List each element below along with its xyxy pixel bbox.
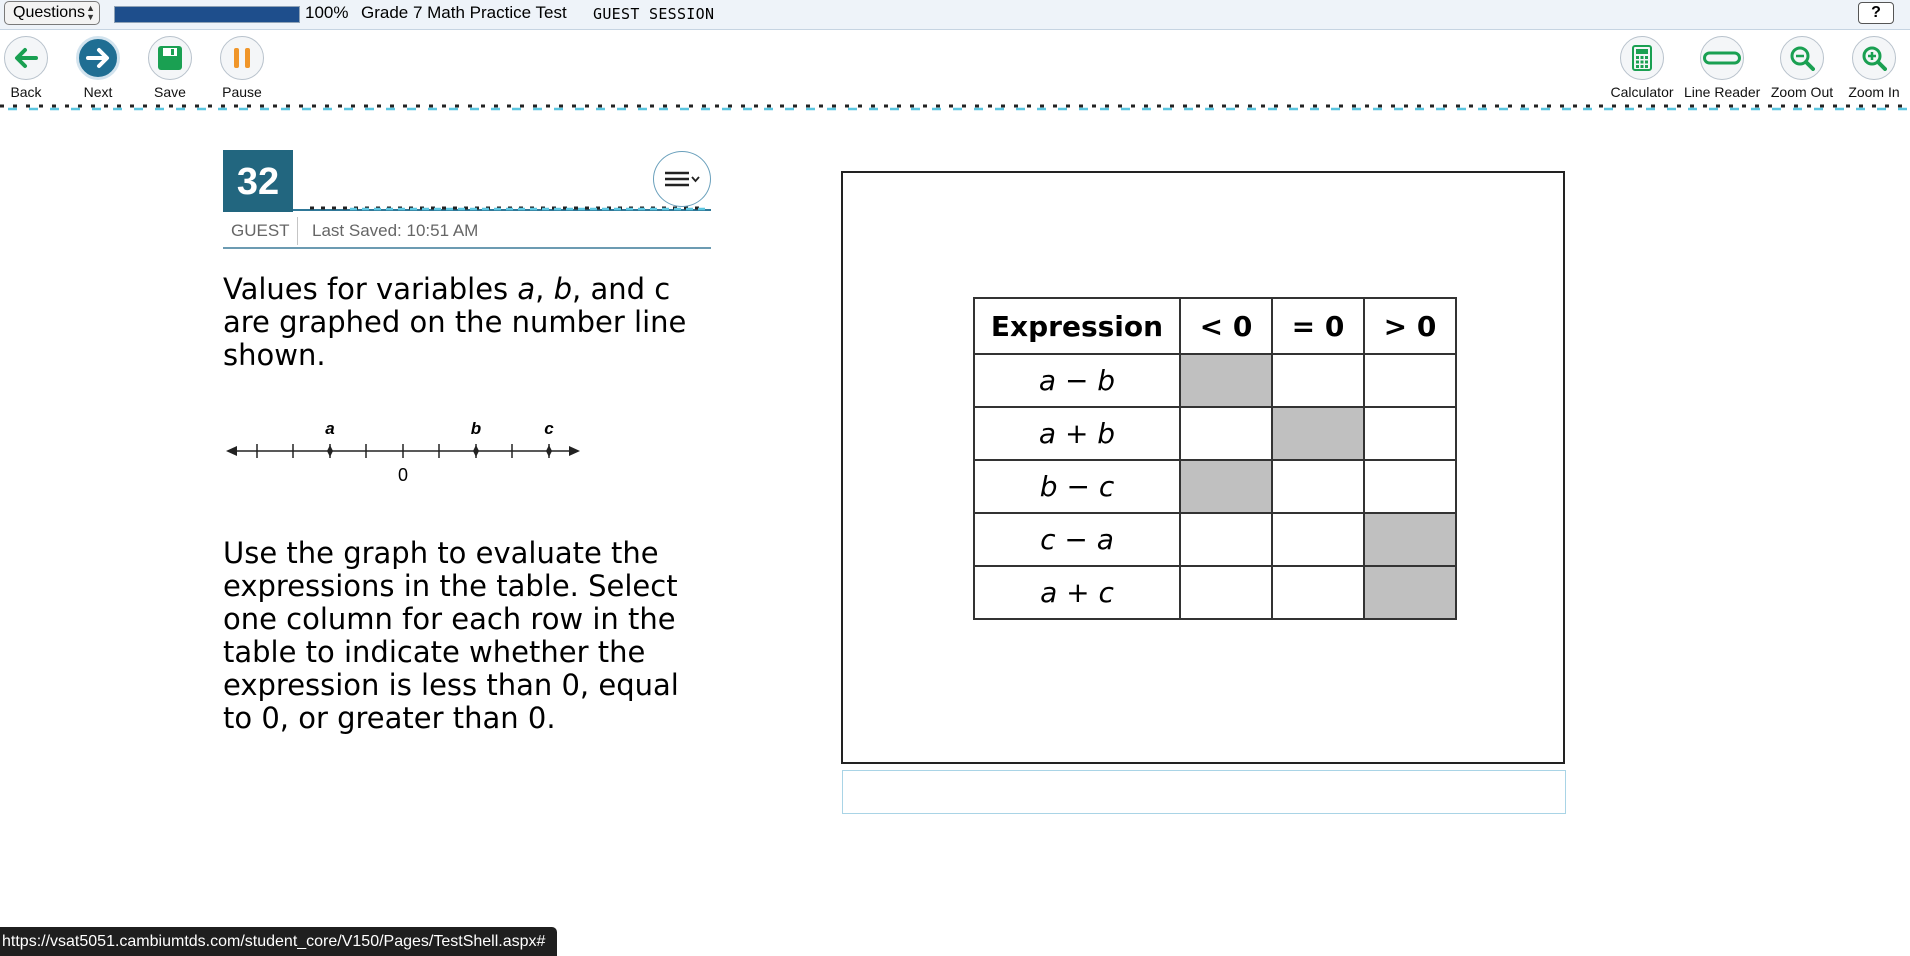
- line-reader-label: Line Reader: [1684, 84, 1761, 100]
- pause-label: Pause: [222, 84, 262, 100]
- last-saved-label: Last Saved: 10:51 AM: [312, 221, 479, 240]
- question-info-row: [223, 215, 711, 249]
- expression-cell: c − a: [974, 513, 1180, 566]
- line-reader-icon: [1703, 51, 1741, 65]
- zoom-in-label: Zoom In: [1848, 84, 1900, 100]
- point-c: [546, 445, 552, 457]
- calculator-icon-circle: [1620, 36, 1664, 80]
- save-button[interactable]: [132, 36, 208, 100]
- column-header-less-than-zero: < 0: [1180, 298, 1272, 354]
- back-button[interactable]: [0, 36, 64, 100]
- zoom-out-icon-circle: [1780, 36, 1824, 80]
- question-stem: [223, 273, 703, 372]
- label-b: b: [470, 419, 482, 438]
- question-menu-button[interactable]: [653, 151, 711, 207]
- help-button[interactable]: ?: [1858, 2, 1894, 24]
- arrow-right-icon: [84, 46, 112, 70]
- calculator-button[interactable]: [1604, 36, 1680, 100]
- column-header-greater-than-zero: > 0: [1364, 298, 1456, 354]
- progress-bar-fill: [115, 7, 299, 22]
- next-button[interactable]: [60, 36, 136, 100]
- zoom-in-icon-circle: [1852, 36, 1896, 80]
- progress-bar: [114, 6, 300, 23]
- question-header-divider: [310, 205, 706, 213]
- question-instructions: Use the graph to evaluate the expressions in the table. Select one column for each row in the table to indicate whether the expression is less than 0, equal to 0, or greater than 0.: [223, 536, 679, 735]
- label-c: c: [544, 419, 554, 438]
- stem-text: ,: [535, 272, 554, 306]
- status-bar-url: https://vsat5051.cambiumtds.com/student_core/V150/Pages/TestShell.aspx#: [0, 927, 557, 956]
- number-line: [223, 414, 583, 494]
- answer-panel: [841, 171, 1565, 764]
- expression-cell: b − c: [974, 460, 1180, 513]
- column-header-expression: Expression: [974, 298, 1180, 354]
- table-row: [974, 407, 1456, 460]
- questions-select-label: Questions: [13, 4, 86, 21]
- choice-cell-greater[interactable]: [1364, 460, 1456, 513]
- calculator-label: Calculator: [1610, 84, 1674, 100]
- progress-percent: 100%: [305, 3, 349, 22]
- choice-cell-greater[interactable]: [1364, 407, 1456, 460]
- table-header-row: [974, 298, 1456, 354]
- hamburger-menu-icon: [663, 169, 701, 189]
- choice-cell-less[interactable]: [1180, 566, 1272, 619]
- choice-cell-equal[interactable]: [1272, 407, 1364, 460]
- arrow-left-icon: [12, 46, 40, 70]
- pause-icon-circle: [220, 36, 264, 80]
- toolbar-divider: [0, 103, 1910, 112]
- expression-cell: a + c: [974, 566, 1180, 619]
- zoom-out-button[interactable]: [1764, 36, 1840, 100]
- table-row: [974, 566, 1456, 619]
- zoom-out-icon: [1789, 45, 1815, 71]
- choice-cell-equal[interactable]: [1272, 566, 1364, 619]
- choice-cell-equal[interactable]: [1272, 460, 1364, 513]
- expression-cell: a − b: [974, 354, 1180, 407]
- session-label: GUEST SESSION: [593, 5, 715, 23]
- response-area[interactable]: [842, 770, 1566, 814]
- zoom-in-icon: [1861, 45, 1887, 71]
- choice-cell-greater[interactable]: [1364, 566, 1456, 619]
- stem-text: , and c are graphed on the number line shown.: [223, 272, 687, 372]
- answer-table: [973, 297, 1457, 620]
- choice-cell-greater[interactable]: [1364, 513, 1456, 566]
- choice-cell-less[interactable]: [1180, 513, 1272, 566]
- variable-a: a: [517, 272, 536, 306]
- label-zero: 0: [397, 465, 409, 485]
- line-reader-icon-circle: [1700, 36, 1744, 80]
- save-label: Save: [154, 84, 186, 100]
- column-header-equal-zero: = 0: [1272, 298, 1364, 354]
- pause-button[interactable]: [204, 36, 280, 100]
- calculator-icon: [1631, 45, 1653, 71]
- table-row: [974, 354, 1456, 407]
- pause-icon: [231, 46, 253, 70]
- save-icon-circle: [148, 36, 192, 80]
- variable-b: b: [553, 272, 573, 306]
- choice-cell-less[interactable]: [1180, 407, 1272, 460]
- label-a: a: [325, 419, 335, 438]
- choice-cell-less[interactable]: [1180, 460, 1272, 513]
- stem-text: Values for variables: [223, 272, 518, 306]
- test-title: Grade 7 Math Practice Test: [361, 3, 567, 22]
- line-reader-button[interactable]: [1684, 36, 1760, 100]
- top-bar: [0, 0, 1910, 30]
- back-icon-circle: [4, 36, 48, 80]
- divider: [297, 217, 298, 245]
- table-row: [974, 513, 1456, 566]
- point-a: [327, 445, 333, 457]
- choice-cell-less[interactable]: [1180, 354, 1272, 407]
- point-b: [473, 445, 479, 457]
- choice-cell-equal[interactable]: [1272, 354, 1364, 407]
- zoom-in-button[interactable]: [1836, 36, 1910, 100]
- next-icon-circle: [76, 36, 120, 80]
- user-label: GUEST: [231, 221, 290, 240]
- next-label: Next: [83, 84, 113, 100]
- select-arrows-icon: ▲ ▼: [86, 3, 95, 22]
- save-icon: [157, 45, 183, 71]
- back-label: Back: [10, 84, 42, 100]
- questions-select[interactable]: [4, 1, 100, 25]
- table-row: [974, 460, 1456, 513]
- zoom-out-label: Zoom Out: [1770, 84, 1834, 100]
- choice-cell-equal[interactable]: [1272, 513, 1364, 566]
- choice-cell-greater[interactable]: [1364, 354, 1456, 407]
- expression-cell: a + b: [974, 407, 1180, 460]
- question-number: 32: [223, 150, 293, 212]
